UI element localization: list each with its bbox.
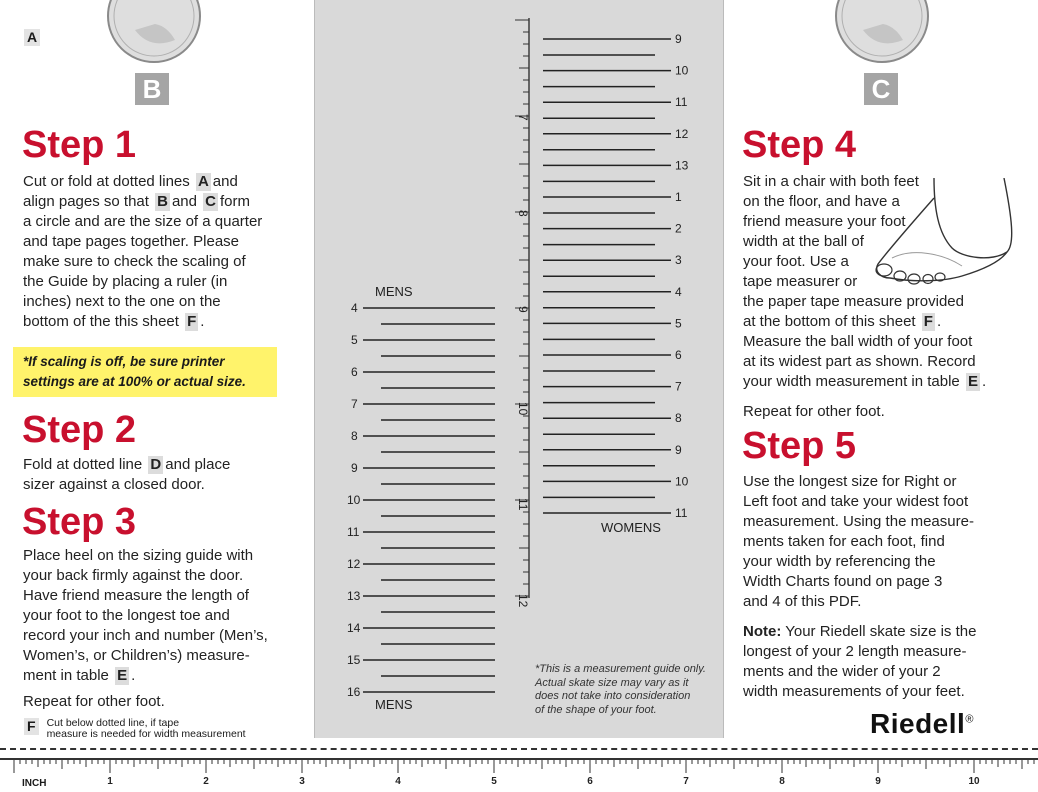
step1-line4: and tape pages together. Please [23, 233, 240, 250]
guide-inch-label: 7 [516, 114, 530, 121]
womens-label: WOMENS [601, 520, 661, 535]
footnote-line2: measure is needed for width measurement [46, 728, 246, 740]
step1-line2: align pages so that [23, 193, 149, 210]
tag-c: C [205, 193, 216, 210]
step3-line5: record your inch and number (Men’s, [23, 627, 268, 644]
step3-line3: Have friend measure the length of [23, 587, 249, 604]
womens-size-label: 12 [675, 126, 689, 141]
ruler-number: 2 [203, 776, 209, 787]
step5-text [743, 472, 1028, 702]
step4-period2: . [981, 373, 987, 390]
step3-line7: ment in table [23, 667, 109, 684]
womens-size-label: 11 [675, 95, 688, 110]
mens-label-bottom: MENS [375, 697, 413, 712]
step4-title: Step 4 [742, 124, 857, 166]
guide-inch-label: 9 [516, 306, 530, 313]
step2-line1: Fold at dotted line [23, 456, 143, 473]
tag-e: E [117, 667, 128, 684]
step5-title: Step 5 [742, 425, 857, 467]
guide-inch-label: 8 [516, 210, 530, 217]
note-line4: width measurements of your feet. [743, 683, 965, 700]
womens-size-label: 5 [675, 316, 682, 331]
mens-size-label: 14 [347, 621, 361, 635]
step3-line1: Place heel on the sizing guide with [23, 547, 254, 564]
step4-line7: the paper tape measure provided [743, 293, 964, 310]
ruler-number: 5 [491, 776, 497, 787]
step4-line5: your foot. Use a [743, 253, 849, 270]
step2-title: Step 2 [22, 409, 137, 451]
step1-period: . [200, 313, 205, 330]
womens-size-label: 9 [675, 442, 682, 457]
mens-label-top: MENS [375, 284, 413, 299]
mens-size-label: 5 [351, 333, 358, 347]
step3-text [23, 546, 303, 712]
logo-mark: ® [965, 713, 974, 726]
ruler-number: 4 [395, 776, 401, 787]
note-line2: longest of your 2 length measure- [743, 643, 967, 660]
guide-inch-label: 12 [516, 594, 530, 608]
step1-text [23, 172, 293, 332]
step4-tag-f: F [923, 313, 933, 330]
womens-size-label: 3 [675, 253, 682, 268]
ruler-number: 1 [107, 776, 113, 787]
step1-line5: make sure to check the scaling of [23, 253, 246, 270]
tag-d: D [150, 456, 162, 473]
step5-line3: measurement. Using the measure- [743, 513, 974, 530]
womens-size-label: 13 [675, 158, 689, 173]
step3-line4: your foot to the longest toe and [23, 607, 230, 624]
step2-line2: sizer against a closed door. [23, 476, 205, 493]
step2-text [23, 455, 293, 495]
step4-line3: friend measure your foot [743, 213, 906, 230]
sizing-guide [314, 0, 724, 738]
womens-size-label: 11 [675, 506, 688, 520]
mens-size-label: 10 [347, 493, 361, 507]
step1-title: Step 1 [22, 124, 137, 166]
mens-size-label: 7 [351, 397, 358, 411]
step3-line6: Women’s, or Children’s) measure- [23, 647, 250, 664]
footnote-tag-f: F [24, 718, 39, 735]
mens-size-label: 13 [347, 589, 361, 603]
step4-line6: tape measurer or [743, 273, 858, 290]
disclaimer-line4: of the shape of your foot. [535, 703, 657, 716]
footnote-text [47, 718, 246, 740]
guide-inch-label: 11 [516, 498, 530, 511]
logo-text: Riedell [870, 708, 966, 739]
tag-a: A [197, 173, 209, 190]
scaling-note-line2: settings are at 100% or actual size. [23, 374, 246, 389]
disclaimer-line2: Actual skate size may vary as it [535, 676, 689, 689]
scaling-note [13, 347, 277, 397]
womens-size-label: 2 [675, 221, 682, 236]
step4-line2: on the floor, and have a [743, 193, 900, 210]
step5-line7: and 4 of this PDF. [743, 593, 862, 610]
sizing-guide-graphic [315, 0, 725, 738]
foot-icon [872, 178, 1022, 288]
ruler-number: 3 [299, 776, 305, 787]
step2-line1b: and place [165, 456, 231, 473]
coin-tag-c: C [864, 73, 898, 105]
ruler-unit-label: INCH [22, 778, 47, 789]
step4-line1: Sit in a chair with both feet [743, 173, 919, 190]
step4-period1: . [936, 313, 942, 330]
quarter-coin-left-icon [105, 0, 205, 72]
step1-line3: a circle and are the size of a quarter [23, 213, 263, 230]
womens-size-label: 8 [675, 411, 682, 426]
step3-line2: your back firmly against the door. [23, 567, 244, 584]
step3-title: Step 3 [22, 501, 137, 543]
mens-size-label: 4 [351, 301, 358, 315]
step1-line8: bottom of the this sheet [23, 313, 179, 330]
ruler-number: 10 [968, 776, 980, 787]
disclaimer-line3: does not take into consideration [535, 690, 691, 702]
corner-label-a: A [24, 29, 40, 46]
step4-line10: at its widest part as shown. Record [743, 353, 976, 370]
step5-line5: your width by referencing the [743, 553, 936, 570]
mens-size-label: 15 [347, 653, 361, 667]
step1-and2: and [171, 193, 197, 210]
step1-line6: the Guide by placing a ruler (in [23, 273, 228, 290]
step4-tag-e: E [967, 373, 978, 390]
womens-size-label: 10 [675, 474, 689, 489]
step5-line6: Width Charts found on page 3 [743, 573, 943, 590]
ruler-number: 9 [875, 776, 881, 787]
tag-f: F [187, 313, 197, 330]
step1-line1: Cut or fold at dotted lines [23, 173, 190, 190]
step4-repeat: Repeat for other foot. [743, 403, 885, 420]
guide-disclaimer [535, 663, 715, 717]
note-line3: ments and the wider of your 2 [743, 663, 941, 680]
step1-and: and [212, 173, 238, 190]
womens-size-label: 1 [675, 190, 682, 204]
womens-size-label: 10 [675, 63, 689, 78]
step5-line1: Use the longest size for Right or [743, 473, 957, 490]
note-label: Note: [743, 623, 782, 640]
womens-size-label: 6 [675, 348, 682, 362]
mens-size-label: 16 [347, 685, 361, 699]
step1-line7: inches) next to the one on the [23, 293, 221, 310]
scaling-note-line1: *If scaling is off, be sure printer [23, 354, 225, 369]
note-line1: Your Riedell skate size is the [781, 623, 977, 640]
ruler-number: 6 [587, 776, 593, 787]
step4-line4: width at the ball of [743, 233, 864, 250]
mens-size-label: 12 [347, 557, 361, 571]
step1-form: form [220, 193, 250, 210]
step5-line2: Left foot and take your widest foot [743, 493, 969, 510]
coin-tag-b: B [135, 73, 169, 105]
womens-size-label: 9 [675, 32, 682, 46]
footnote-line1: Cut below dotted line, if tape [46, 717, 180, 729]
guide-inch-label: 10 [516, 402, 530, 416]
step5-line4: ments taken for each foot, find [743, 533, 945, 550]
tag-b: B [157, 193, 168, 210]
womens-size-label: 4 [675, 284, 682, 299]
cut-line-dashed [0, 748, 1038, 750]
womens-size-label: 7 [675, 379, 682, 394]
step4-line8: at the bottom of this sheet [743, 313, 916, 330]
ruler-number: 7 [683, 776, 689, 787]
mens-size-label: 8 [351, 429, 358, 443]
inch-ruler [0, 758, 1038, 792]
mens-size-label: 9 [351, 461, 358, 475]
step4-line9: Measure the ball width of your foot [743, 333, 973, 350]
mens-size-label: 6 [351, 365, 358, 379]
quarter-coin-right-icon [833, 0, 933, 72]
step3-period: . [131, 667, 136, 684]
riedell-logo [870, 708, 974, 740]
ruler-number: 8 [779, 776, 785, 787]
mens-size-label: 11 [347, 525, 360, 539]
footnote-f [24, 718, 246, 740]
disclaimer-line1: *This is a measurement guide only. [535, 663, 706, 675]
step4-line11: your width measurement in table [743, 373, 960, 390]
step3-repeat: Repeat for other foot. [23, 693, 165, 710]
